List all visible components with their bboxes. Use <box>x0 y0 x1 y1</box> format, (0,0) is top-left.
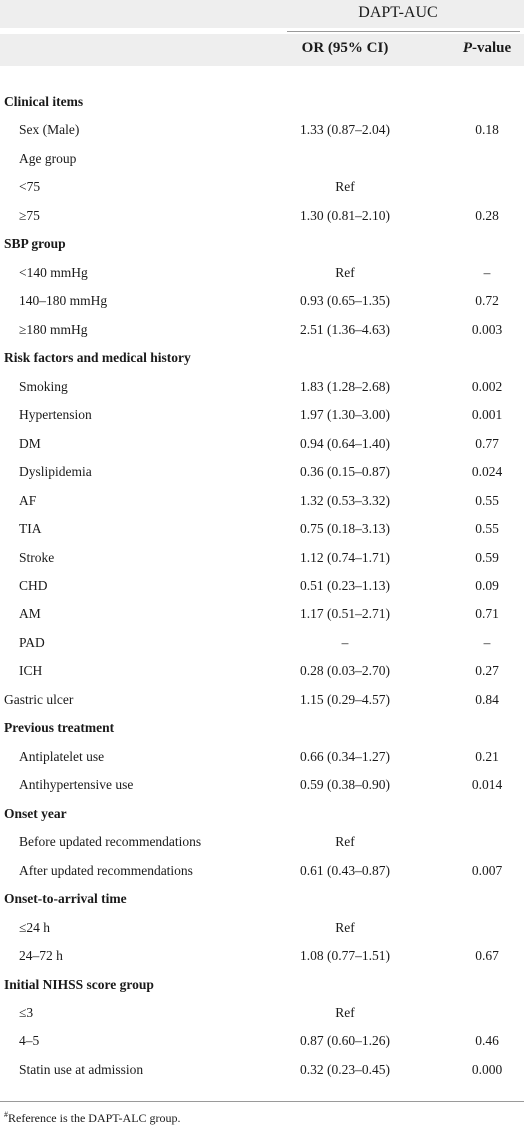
row-label: Onset-to-arrival time <box>4 891 127 907</box>
p-value-cell: 0.67 <box>475 948 499 964</box>
row-label: Gastric ulcer <box>4 691 74 707</box>
row-label: ≥180 mmHg <box>19 321 88 337</box>
row-label: 140–180 mmHg <box>19 293 108 309</box>
row-label: AF <box>19 492 37 508</box>
p-value-cell: 0.72 <box>475 293 499 309</box>
table-row <box>0 600 524 628</box>
or-cell: Ref <box>335 1005 355 1020</box>
or-cell: 2.51 (1.36–4.63) <box>300 321 390 337</box>
or-cell: 0.59 (0.38–0.90) <box>300 777 390 793</box>
p-value-cell: 0.55 <box>475 492 499 508</box>
table-bottom-rule <box>0 1101 524 1102</box>
table-section-row <box>0 800 524 828</box>
table-row <box>0 857 524 885</box>
p-value-cell: 0.71 <box>475 606 499 622</box>
or-cell: 1.12 (0.74–1.71) <box>300 549 390 565</box>
or-cell: 0.32 (0.23–0.45) <box>300 1061 390 1077</box>
or-cell: 1.97 (1.30–3.00) <box>300 407 390 423</box>
row-label: ICH <box>19 663 43 679</box>
table-row <box>0 1027 524 1055</box>
table-row <box>0 287 524 315</box>
row-label: Previous treatment <box>4 720 115 736</box>
footnote-text: Reference is the DAPT-ALC group. <box>8 1111 181 1125</box>
table-section-row <box>0 230 524 258</box>
table-row <box>0 999 524 1027</box>
row-label: AM <box>19 606 41 622</box>
row-label: Onset year <box>4 805 67 821</box>
p-value-cell: 0.09 <box>475 577 499 593</box>
row-label: ≥75 <box>19 207 40 223</box>
or-column-header: OR (95% CI) <box>301 40 389 56</box>
p-value-cell: 0.002 <box>471 378 503 394</box>
or-cell: 0.28 (0.03–2.70) <box>300 663 390 679</box>
row-label: Hypertension <box>19 407 92 423</box>
table-row <box>0 515 524 543</box>
row-label: <75 <box>19 179 41 195</box>
table-row <box>0 629 524 657</box>
table-row <box>0 401 524 429</box>
table-row <box>0 116 524 144</box>
or-cell: 0.93 (0.65–1.35) <box>300 293 390 309</box>
or-cell: 0.94 (0.64–1.40) <box>300 435 390 451</box>
table-footnote <box>4 1110 181 1126</box>
p-value-cell: 0.84 <box>475 691 499 707</box>
table-row <box>0 914 524 942</box>
or-cell: 1.30 (0.81–2.10) <box>300 207 390 223</box>
row-label: Antiplatelet use <box>19 748 105 764</box>
or-cell: 0.75 (0.18–3.13) <box>300 521 390 537</box>
row-label: PAD <box>19 634 45 650</box>
row-label: After updated recommendations <box>19 862 193 878</box>
p-value-cell: – <box>483 264 491 280</box>
row-label: 4–5 <box>19 1033 40 1049</box>
or-cell: Ref <box>335 264 355 280</box>
row-label: Before updated recommendations <box>19 834 202 850</box>
table-row <box>0 942 524 970</box>
table-row <box>0 430 524 458</box>
table-row <box>0 259 524 287</box>
table-row <box>0 373 524 401</box>
table-row <box>0 458 524 486</box>
table-section-row <box>0 88 524 116</box>
table-row <box>0 316 524 344</box>
footnote-mark: # <box>4 1110 8 1119</box>
or-cell: 0.87 (0.60–1.26) <box>300 1033 390 1049</box>
p-value-cell: 0.000 <box>471 1061 503 1077</box>
p-value-column-header <box>450 40 524 57</box>
column-group-header: DAPT-AUC <box>358 4 438 21</box>
p-value-cell: 0.014 <box>471 777 503 793</box>
or-cell: 1.15 (0.29–4.57) <box>300 691 390 707</box>
row-label: Statin use at admission <box>19 1061 144 1077</box>
table-header-row <box>0 34 524 66</box>
row-label: SBP group <box>4 236 66 252</box>
p-value-cell: 0.46 <box>475 1033 499 1049</box>
table-row <box>0 145 524 173</box>
table-row <box>0 544 524 572</box>
table-row <box>0 771 524 799</box>
p-value-cell: 0.55 <box>475 521 499 537</box>
or-cell: 0.61 (0.43–0.87) <box>300 862 390 878</box>
p-value-cell: 0.21 <box>475 748 499 764</box>
or-cell: – <box>341 634 349 650</box>
p-value-cell: 0.28 <box>475 207 499 223</box>
or-cell: 1.32 (0.53–3.32) <box>300 492 390 508</box>
p-value-italic-p: P <box>462 40 472 56</box>
p-value-cell: 0.77 <box>475 435 499 451</box>
table-row <box>0 686 524 714</box>
or-cell: Ref <box>335 919 355 935</box>
p-value-cell: 0.024 <box>471 464 503 480</box>
table-row <box>0 657 524 685</box>
table-row <box>0 202 524 230</box>
row-label: Age group <box>19 150 77 166</box>
table-row <box>0 1056 524 1084</box>
p-value-cell: 0.18 <box>475 122 499 138</box>
table-row <box>0 487 524 515</box>
row-label: <140 mmHg <box>19 264 88 280</box>
header-divider <box>287 31 520 32</box>
table-body <box>0 88 524 1084</box>
table-section-row <box>0 344 524 372</box>
row-label: ≤24 h <box>19 919 51 935</box>
p-value-cell: 0.003 <box>471 321 503 337</box>
row-label: Sex (Male) <box>19 122 80 138</box>
p-value-suffix: -value <box>472 40 512 56</box>
p-value-cell: – <box>483 634 491 650</box>
table-section-row <box>0 714 524 742</box>
p-value-cell: 0.59 <box>475 549 499 565</box>
row-label: ≤3 <box>19 1005 34 1020</box>
or-cell: 0.51 (0.23–1.13) <box>300 577 390 593</box>
row-label: 24–72 h <box>19 948 63 964</box>
row-label: TIA <box>19 521 42 537</box>
or-cell: 1.83 (1.28–2.68) <box>300 378 390 394</box>
or-cell: 0.36 (0.15–0.87) <box>300 464 390 480</box>
or-cell: 1.17 (0.51–2.71) <box>300 606 390 622</box>
row-label: DM <box>19 435 41 451</box>
row-label: Stroke <box>19 549 55 565</box>
table-section-row <box>0 971 524 999</box>
row-label: CHD <box>19 577 48 593</box>
or-cell: Ref <box>335 834 355 850</box>
or-cell: 1.08 (0.77–1.51) <box>300 948 390 964</box>
table-header-group-row <box>0 0 524 28</box>
or-cell: 0.66 (0.34–1.27) <box>300 748 390 764</box>
p-value-cell: 0.007 <box>471 862 503 878</box>
row-label: Dyslipidemia <box>19 464 92 480</box>
or-cell: 1.33 (0.87–2.04) <box>300 122 390 138</box>
table-row <box>0 743 524 771</box>
table-row <box>0 173 524 201</box>
table-section-row <box>0 885 524 913</box>
table-row <box>0 572 524 600</box>
p-value-cell: 0.27 <box>475 663 499 679</box>
row-label: Smoking <box>19 378 68 394</box>
row-label: Clinical items <box>4 94 84 109</box>
table-row <box>0 828 524 856</box>
p-value-cell: 0.001 <box>471 407 503 423</box>
row-label: Antihypertensive use <box>19 777 134 793</box>
or-cell: Ref <box>335 179 355 195</box>
row-label: Initial NIHSS score group <box>4 976 154 992</box>
row-label: Risk factors and medical history <box>4 350 191 366</box>
